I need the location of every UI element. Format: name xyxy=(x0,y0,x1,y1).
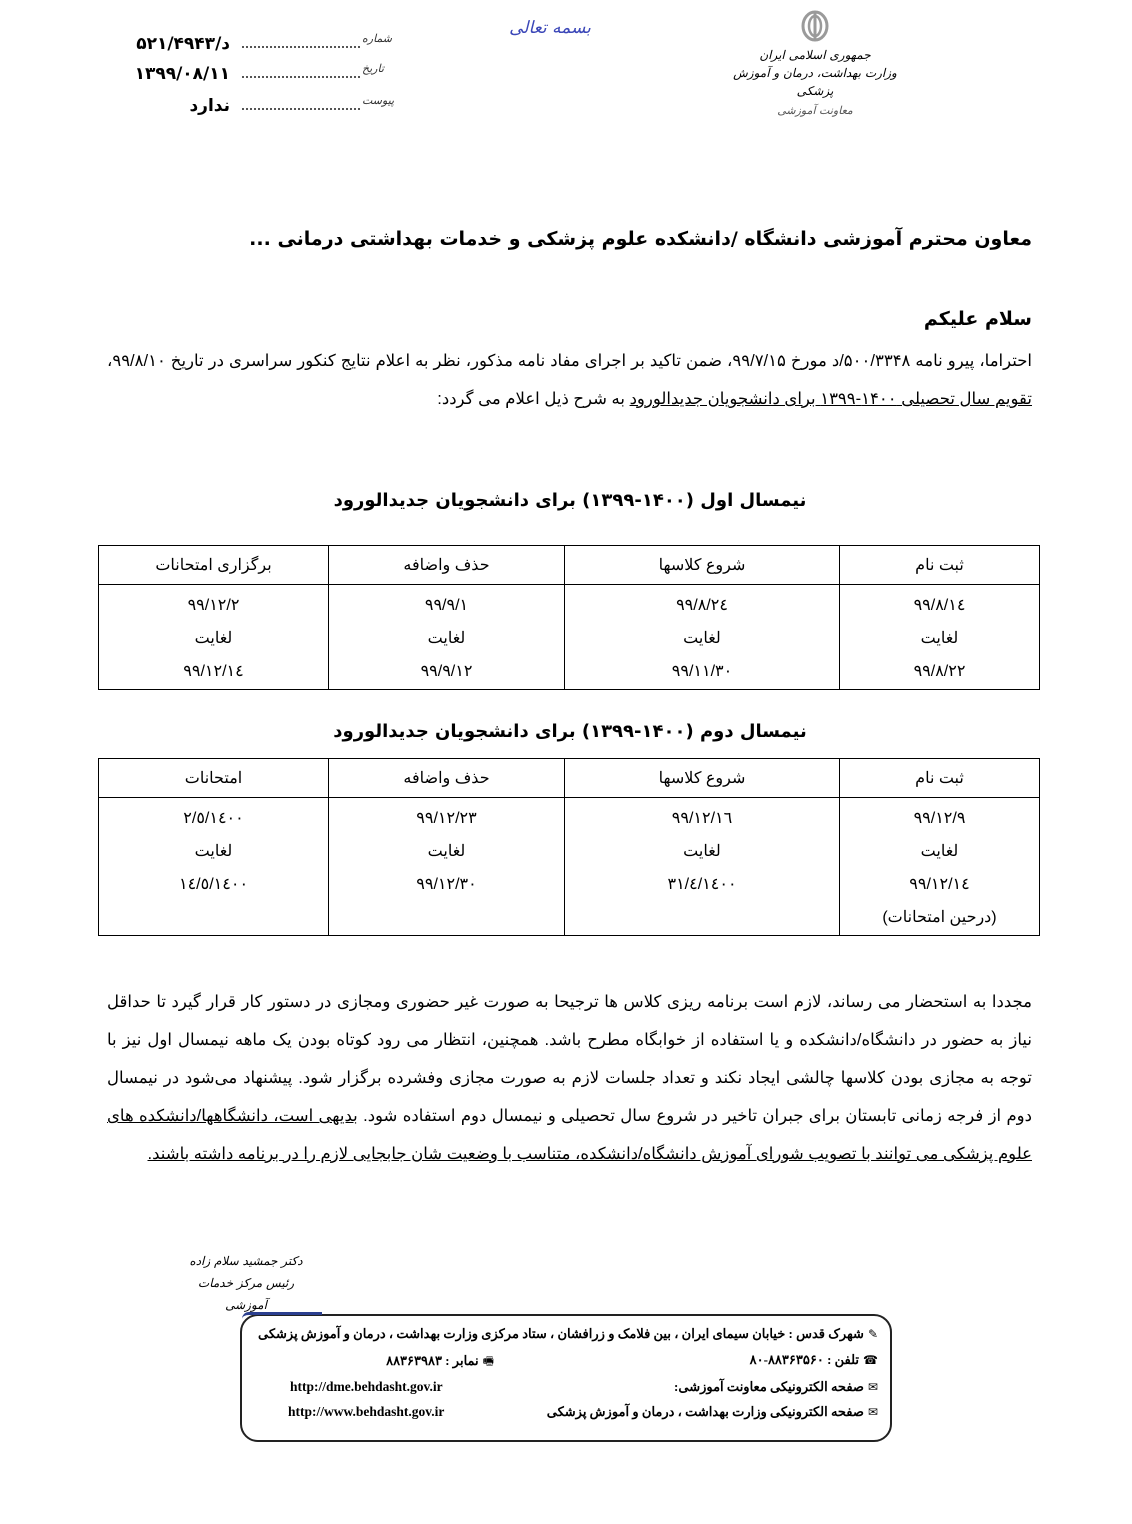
semester2-table xyxy=(98,758,1040,936)
addressee: معاون محترم آموزشی دانشگاه /دانشکده علوم پزشکی و خدمات بهداشتی درمانی ... xyxy=(249,228,1032,250)
sem2-header-exams: امتحانات xyxy=(99,759,329,798)
letter-number-row xyxy=(110,32,393,64)
footer-web1 xyxy=(674,1379,878,1395)
dme-website-link[interactable]: http://dme.behdasht.gov.ir xyxy=(290,1379,443,1394)
sem1-add-drop-cell xyxy=(329,585,565,690)
start-date: ۱٤۰۰/٥/۲ xyxy=(183,810,244,827)
logo-country-name: جمهوری اسلامی ایران xyxy=(759,48,871,62)
semester1-title: نیمسال اول (۱۴۰۰-۱۳۹۹) برای دانشجویان جدیدالورود xyxy=(333,490,807,511)
intro-text-b: به شرح ذیل اعلام می گردد: xyxy=(437,390,630,408)
phone-label: تلفن : xyxy=(827,1352,860,1367)
signatory-title: رئیس مرکز خدمات آموزشی xyxy=(197,1276,295,1312)
dotted-line xyxy=(242,108,360,110)
greeting: سلام علیکم xyxy=(923,308,1032,330)
attachment-label: پیوست xyxy=(362,94,395,107)
sem1-header-exams: برگزاری امتحانات xyxy=(99,546,329,585)
semester1-table xyxy=(98,545,1040,690)
web2-label: صفحه الکترونیکی وزارت بهداشت ، درمان و آموزش پزشکی xyxy=(546,1404,864,1419)
sem2-add-drop-cell xyxy=(329,798,565,936)
iran-emblem-icon xyxy=(800,8,830,44)
end-date: ۹۹/۱۲/۱٤ xyxy=(183,663,244,680)
until-label: لغایت xyxy=(427,630,466,647)
attachment-value: ندارد xyxy=(189,96,230,116)
start-date: ۹۹/۱۲/۲ xyxy=(187,597,240,614)
sem2-registration-cell xyxy=(840,798,1040,936)
footer-address xyxy=(258,1326,878,1342)
until-label: لغایت xyxy=(194,630,233,647)
sem2-header-add-drop: حذف واضافه xyxy=(329,759,565,798)
fax-label: نمابر : xyxy=(445,1353,479,1368)
closing-text-underlined: بدیهی است، دانشگاهها/دانشکده های علوم پزشکی می توانند با تصویب شورای آموزش دانشگاه/دانشکده، متناسب با وضعیت شان جابجایی لازم را در برنامه داشته باشند. xyxy=(107,1107,1032,1163)
until-label: لغایت xyxy=(920,630,959,647)
table-row xyxy=(99,798,1040,936)
start-date: ۹۹/۱۲/۱٦ xyxy=(671,810,733,827)
ministry-logo xyxy=(715,8,915,122)
sem1-exams-cell xyxy=(99,585,329,690)
signature xyxy=(186,1250,306,1316)
end-date: ۹۹/۱۲/۱٤ xyxy=(909,876,970,893)
sem2-exams-cell xyxy=(99,798,329,936)
until-label: لغایت xyxy=(920,843,959,860)
dotted-line xyxy=(242,46,360,48)
end-date: ۱٤۰۰/٥/۱٤ xyxy=(178,876,249,893)
attachment-row xyxy=(110,94,395,126)
until-label: لغایت xyxy=(194,843,233,860)
end-date: ۱٤۰۰/٤/۳۱ xyxy=(667,876,737,893)
footer-web2 xyxy=(547,1404,878,1420)
end-date: ۹۹/۱۲/۳۰ xyxy=(416,876,477,893)
until-label: لغایت xyxy=(683,843,721,860)
envelope-icon: ✉ xyxy=(867,1405,878,1419)
signatory-name: دکتر جمشید سلام زاده xyxy=(189,1254,303,1268)
until-label: لغایت xyxy=(683,630,721,647)
start-date: ۹۹/۱۲/۹ xyxy=(913,810,966,827)
sem1-registration-cell xyxy=(840,585,1040,690)
fax-value: ۸۸۳۶۳۹۸۳ xyxy=(386,1353,442,1368)
start-date: ۹۹/۹/۱ xyxy=(424,597,469,614)
table-row xyxy=(99,585,1040,690)
bismillah-heading: بسمه تعالی xyxy=(509,18,591,38)
sem1-classes-cell xyxy=(565,585,840,690)
intro-paragraph xyxy=(107,342,1032,418)
sem2-header-registration: ثبت نام xyxy=(840,759,1040,798)
letter-date-label: تاریخ xyxy=(362,62,384,75)
letter-date-value: ۱۳۹۹/۰۸/۱۱ xyxy=(134,64,230,84)
sem2-classes-cell xyxy=(565,798,840,936)
footer-contact-box xyxy=(240,1314,892,1442)
closing-paragraph xyxy=(107,983,1032,1173)
footer-fax xyxy=(386,1352,494,1373)
letter-number-label: شماره xyxy=(362,32,393,45)
pen-icon: ✎ xyxy=(867,1327,878,1341)
footer-phone xyxy=(750,1352,878,1368)
note: (درحین امتحانات) xyxy=(882,909,997,926)
letter-date-row xyxy=(110,64,390,94)
logo-department-name: معاونت آموزشی xyxy=(777,104,853,117)
start-date: ۹۹/۸/۱٤ xyxy=(913,597,966,614)
phone-icon: ☎ xyxy=(863,1353,878,1367)
address-text: شهرک قدس : خیابان سیمای ایران ، بین فلامک و زرافشان ، ستاد مرکزی وزارت بهداشت ، درمان و آموزش پزشکی xyxy=(257,1326,864,1341)
closing-text: مجددا به استحضار می رساند، لازم است برنامه ریزی کلاس ها ترجیحا به صورت غیر حضوری ومجازی در دستور کار قرار گیرد تا حداقل نیاز به حضور در دانشگاه/دانشکده و یا استفاده از خوابگاه مطرح باشد. همچنین، انتظار می رود کوتاه بودن یک ماهه نیمسال اول نیز با توجه به مجازی بودن کلاسها چالشی ایجاد نکند و تعداد جلسات لازم به صورت مجازی وفشرده برگزار شود. پیشنهاد می‌شود در نیمسال دوم از فرجه زمانی تابستان برای جبران تاخیر در شروع سال تحصیلی و نیمسال دوم استفاده شود. xyxy=(107,993,1032,1125)
logo-ministry-name: وزارت بهداشت، درمان و آموزش پزشکی xyxy=(733,66,897,98)
phone-value: ۸۸۳۶۳۵۶۰-۸۰ xyxy=(749,1352,824,1367)
start-date: ۹۹/۸/۲٤ xyxy=(676,597,728,614)
semester2-title: نیمسال دوم (۱۴۰۰-۱۳۹۹) برای دانشجویان جدیدالورود xyxy=(333,721,807,742)
sem1-header-registration: ثبت نام xyxy=(840,546,1040,585)
end-date: ۹۹/۸/۲۲ xyxy=(913,663,966,680)
sem2-header-classes-start: شروع کلاسها xyxy=(565,759,840,798)
start-date: ۹۹/۱۲/۲۳ xyxy=(416,810,477,827)
web1-label: صفحه الکترونیکی معاونت آموزشی: xyxy=(674,1379,864,1394)
intro-text-underlined: تقویم سال تحصیلی ۱۴۰۰-۱۳۹۹ برای دانشجویان جدیدالورود xyxy=(629,390,1032,408)
envelope-icon: ✉ xyxy=(867,1380,878,1394)
until-label: لغایت xyxy=(427,843,466,860)
ministry-website-link[interactable]: http://www.behdasht.gov.ir xyxy=(288,1404,445,1419)
dotted-line xyxy=(242,76,360,78)
intro-text-a: احتراما، پیرو نامه ۵۰۰/۳۳۴۸/د مورخ ۹۹/۷/۱۵، ضمن تاکید بر اجرای مفاد نامه مذکور، نظر به اعلام نتایج کنکور سراسری در تاریخ ۹۹/۸/۱۰، xyxy=(107,352,1033,370)
footer-accent-line xyxy=(242,1312,322,1319)
letter-number-value: د/۵۲۱/۴۹۴۳ xyxy=(136,34,230,54)
end-date: ۹۹/۱۱/۳۰ xyxy=(671,663,733,680)
sem1-header-add-drop: حذف واضافه xyxy=(329,546,565,585)
sem1-header-classes-start: شروع کلاسها xyxy=(565,546,840,585)
end-date: ۹۹/۹/۱۲ xyxy=(420,663,473,680)
fax-icon: 🖷 xyxy=(482,1354,494,1368)
